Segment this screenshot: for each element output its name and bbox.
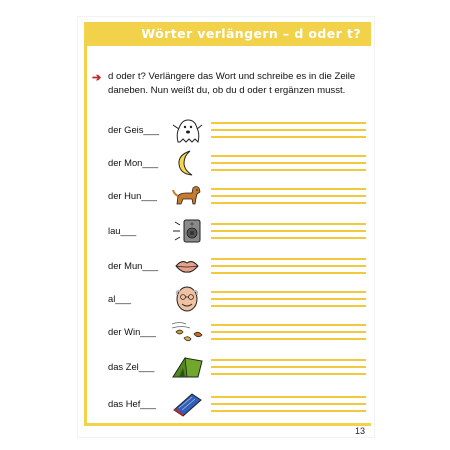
exercise-row xyxy=(0,318,450,348)
exercise-row xyxy=(0,217,450,247)
writing-lines[interactable] xyxy=(211,396,366,412)
exercise-word: al___ xyxy=(108,293,131,304)
writing-lines[interactable] xyxy=(211,291,366,307)
writing-lines[interactable] xyxy=(211,223,366,239)
writing-lines[interactable] xyxy=(211,359,366,375)
exercise-row xyxy=(0,390,450,420)
exercise-row xyxy=(0,285,450,315)
page-title: Wörter verlängern – d oder t? xyxy=(141,26,361,41)
exercise-row xyxy=(0,149,450,179)
exercise-word: der Win___ xyxy=(108,326,156,337)
ghost-icon xyxy=(170,116,204,144)
exercise-word: lau___ xyxy=(108,225,137,236)
exercise-row xyxy=(0,252,450,282)
page-frame-bottom xyxy=(84,423,371,426)
exercise-word: der Mun___ xyxy=(108,260,159,271)
exercise-word: der Geis___ xyxy=(108,124,160,135)
dog-icon xyxy=(170,182,204,210)
tent-icon xyxy=(170,353,204,381)
page-number: 13 xyxy=(355,426,366,436)
writing-lines[interactable] xyxy=(211,324,366,340)
exercise-word: der Hun___ xyxy=(108,190,157,201)
instruction-text: d oder t? Verlängere das Wort und schreibe es in die Zeile daneben. Nun weißt du, ob du d oder t ergänzen musst. xyxy=(108,71,356,97)
exercise-row xyxy=(0,182,450,212)
page-header xyxy=(84,22,371,46)
loudspeaker-icon xyxy=(170,217,204,245)
moon-icon xyxy=(170,149,204,177)
exercise-word: das Zel___ xyxy=(108,361,155,372)
exercise-word: der Mon___ xyxy=(108,157,159,168)
old-man-icon xyxy=(170,285,204,313)
writing-lines[interactable] xyxy=(211,122,366,138)
notebook-icon xyxy=(170,390,204,418)
mouth-icon xyxy=(170,252,204,280)
wind-leaves-icon xyxy=(170,318,204,346)
arrow-right-icon: ➔ xyxy=(92,72,102,84)
exercise-row xyxy=(0,353,450,383)
writing-lines[interactable] xyxy=(211,155,366,171)
exercise-word: das Hef___ xyxy=(108,398,156,409)
exercise-row xyxy=(0,116,450,146)
writing-lines[interactable] xyxy=(211,258,366,274)
writing-lines[interactable] xyxy=(211,188,366,204)
